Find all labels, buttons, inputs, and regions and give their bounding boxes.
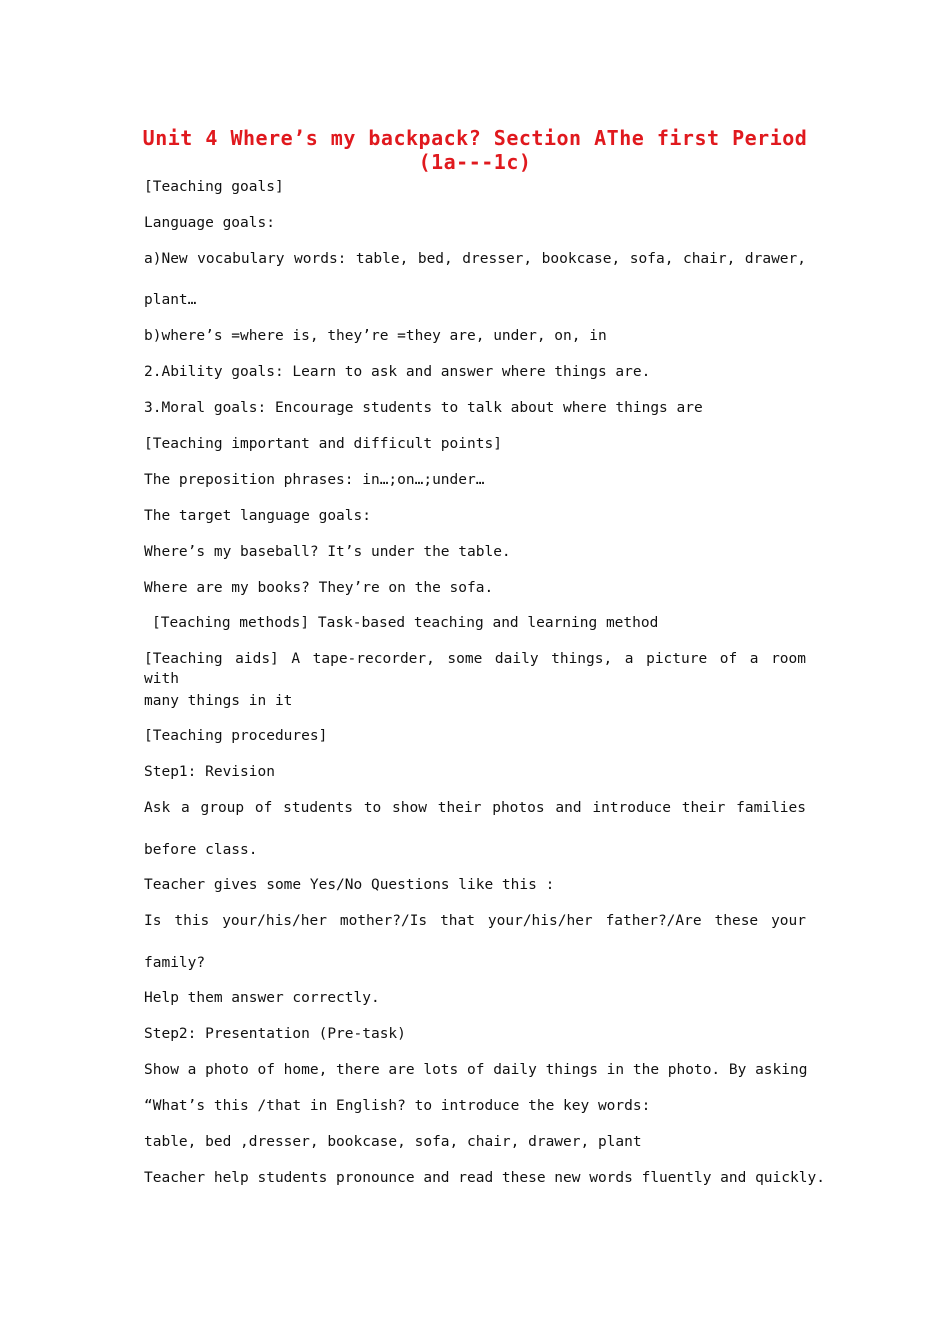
body-line-key-words-intro: “What’s this /that in English? to introduce the key words: [144, 1098, 651, 1114]
body-line-prepositions: The preposition phrases: in…;on…;under… [144, 472, 485, 488]
document-title: Unit 4 Where’s my backpack? Section AThe first Period [142, 126, 808, 150]
section-heading-key-points: [Teaching important and difficult points] [144, 436, 502, 452]
body-line-question-examples-cont: family? [144, 955, 206, 971]
body-line-contractions: b)where’s =where is, they’re =they are, under, on, in [144, 328, 607, 344]
body-line-help-answer: Help them answer correctly. [144, 990, 380, 1006]
section-heading-methods: [Teaching methods] Task-based teaching and learning method [152, 615, 659, 631]
document-title-continued: (1a---1c) [418, 150, 532, 174]
step-heading-revision: Step1: Revision [144, 764, 275, 780]
body-line-show-photo: Show a photo of home, there are lots of daily things in the photo. By asking [144, 1062, 808, 1078]
body-line-ability-goals: 2.Ability goals: Learn to ask and answer where things are. [144, 364, 651, 380]
body-line-question-examples: Is this your/his/her mother?/Is that your/his/her father?/Are these your [144, 913, 806, 929]
section-heading-aids: [Teaching aids] A tape-recorder, some daily things, a picture of a room with [144, 651, 806, 687]
body-line-vocabulary: a)New vocabulary words: table, bed, dresser, bookcase, sofa, chair, drawer, [144, 251, 806, 267]
body-line-yes-no-questions: Teacher gives some Yes/No Questions like this : [144, 877, 555, 893]
step-heading-presentation: Step2: Presentation (Pre-task) [144, 1026, 406, 1042]
example-sentence-books: Where are my books? They’re on the sofa. [144, 580, 494, 596]
body-line-key-words: table, bed ,dresser, bookcase, sofa, chair, drawer, plant [144, 1134, 642, 1150]
body-line-aids-cont: many things in it [144, 693, 293, 709]
section-heading-procedures: [Teaching procedures] [144, 728, 328, 744]
example-sentence-baseball: Where’s my baseball? It’s under the table. [144, 544, 511, 560]
body-line-pronounce: Teacher help students pronounce and read these new words fluently and quickly. [144, 1170, 825, 1186]
body-line-revision: Ask a group of students to show their photos and introduce their families [144, 800, 806, 816]
body-line-revision-cont: before class. [144, 842, 258, 858]
section-heading-teaching-goals: [Teaching goals] [144, 179, 284, 195]
body-line-moral-goals: 3.Moral goals: Encourage students to talk about where things are [144, 400, 703, 416]
subheading-target-language: The target language goals: [144, 508, 371, 524]
subheading-language-goals: Language goals: [144, 215, 275, 231]
body-line-vocabulary-cont: plant… [144, 292, 197, 308]
